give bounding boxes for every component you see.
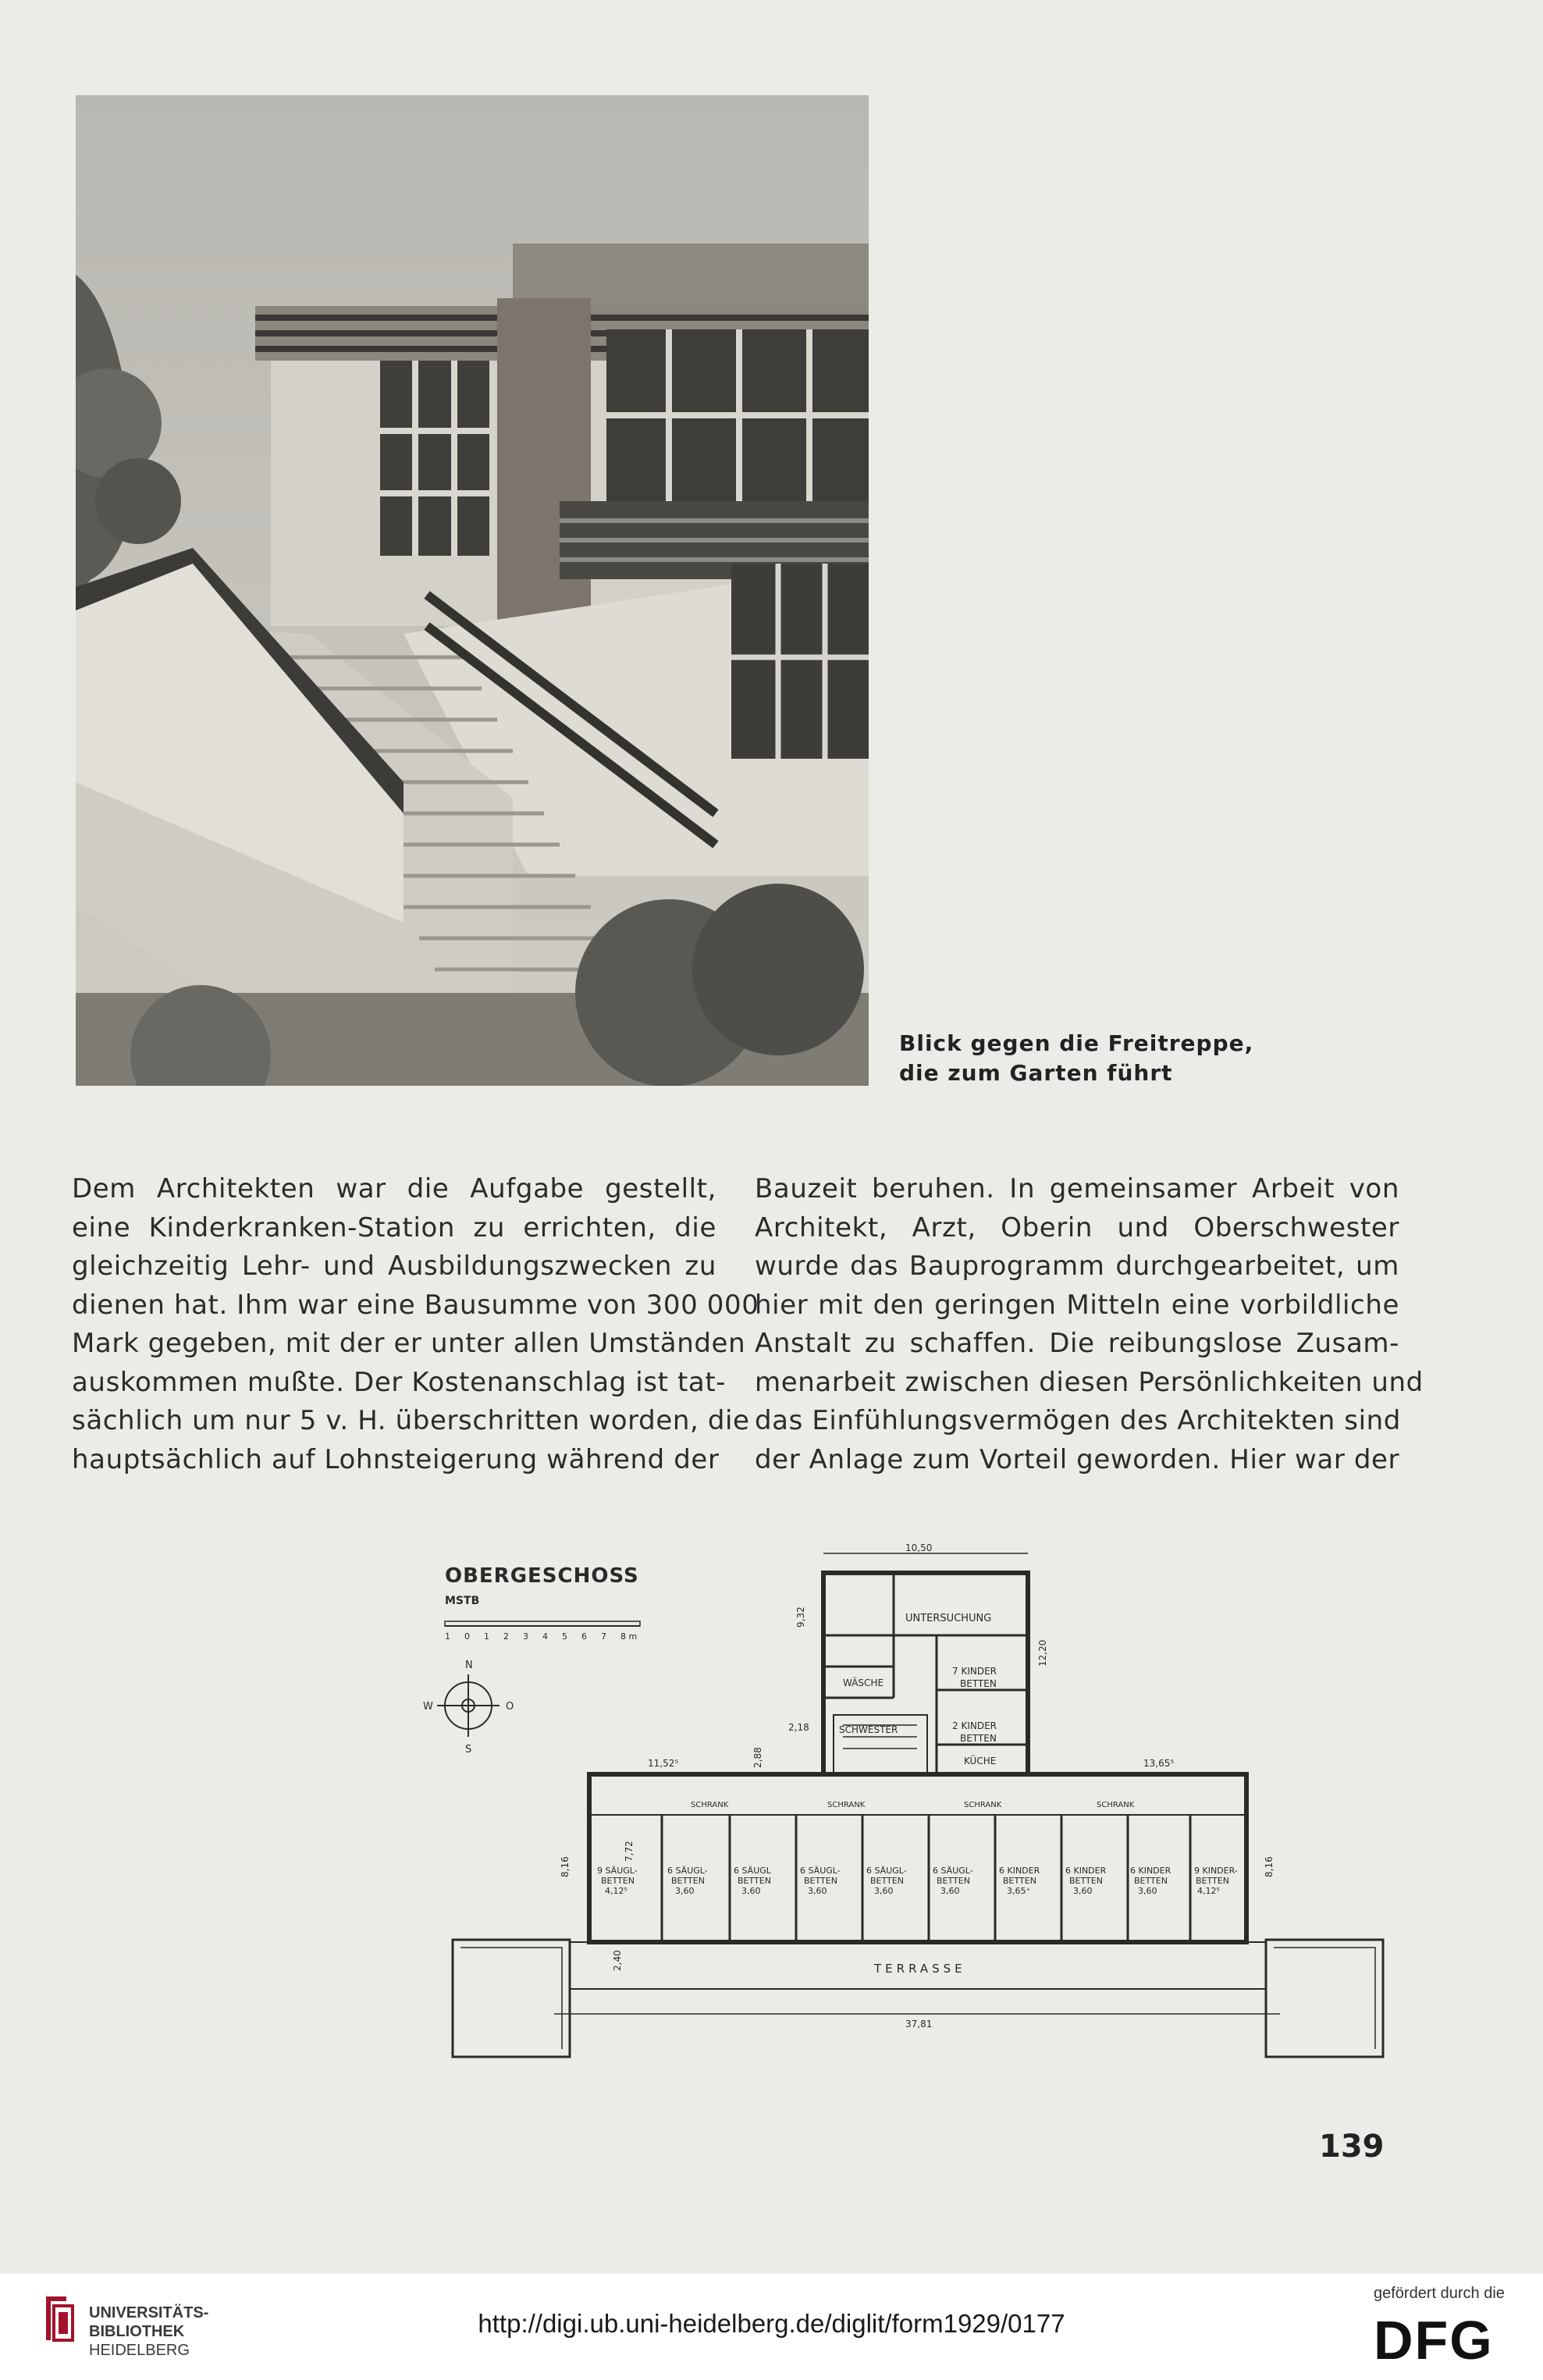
dimension-top: 10,50: [905, 1542, 933, 1553]
compass-south: S: [465, 1744, 472, 1756]
ward-label: BETTEN: [671, 1876, 705, 1886]
room-untersuchung: UNTERSUCHUNG: [905, 1613, 992, 1624]
scale-tick: 1: [445, 1631, 450, 1642]
text-line: wurde das Bauprogramm durchgearbeitet, um: [755, 1250, 1399, 1282]
text-column-right: [755, 1170, 1424, 1479]
ward-label: 4,12⁵: [1197, 1886, 1220, 1896]
plan-scale-label: MSTB: [445, 1595, 480, 1607]
page-number: 139: [1319, 2129, 1385, 2165]
text-line: Architekt, Arzt, Oberin und Oberschwester: [755, 1211, 1399, 1243]
library-name-line: HEIDELBERG: [89, 2342, 190, 2359]
photo-staircase: [76, 95, 869, 1086]
dimension-stair: 2,88: [752, 1747, 763, 1768]
text-line: Dem Architekten war die Aufgabe gestellt,: [72, 1173, 716, 1204]
scale-tick: 8 m: [620, 1631, 638, 1642]
ward-label: BETTEN: [870, 1876, 904, 1886]
ward-label: BETTEN: [937, 1876, 970, 1886]
photo-caption-line-2: die zum Garten führt: [899, 1060, 1173, 1086]
ward-label: 6 SÄUGL-: [933, 1866, 973, 1876]
text-line: menarbeit zwischen diesen Persönlichkeiten und: [755, 1366, 1424, 1398]
ward-label: BETTEN: [601, 1876, 635, 1886]
text-line: hier mit den geringen Mitteln eine vorbildliche: [755, 1289, 1399, 1321]
ward-label: 3,60: [874, 1886, 894, 1896]
ward-label: 6 SÄUGL-: [667, 1866, 708, 1876]
ward-label: BETTEN: [738, 1876, 771, 1886]
ward-label: 6 SÄUGL: [734, 1866, 771, 1876]
dimension-ward-left: 8,16: [560, 1856, 571, 1877]
ward-label: BETTEN: [804, 1876, 837, 1886]
scale-tick: 0: [464, 1631, 470, 1642]
dimension-ward-right: 8,16: [1264, 1856, 1275, 1877]
dimension-inner: 7,72: [624, 1841, 635, 1862]
compass-icon: [423, 1660, 514, 1756]
library-name-line: BIBLIOTHEK: [89, 2323, 185, 2340]
ward-label: 3,60: [675, 1886, 695, 1896]
text-line: das Einfühlungsvermögen des Architekten sind: [755, 1405, 1401, 1436]
room-terrasse: TERRASSE: [874, 1962, 966, 1976]
ward-label: 6 KINDER: [999, 1866, 1040, 1876]
dimension-small: 2,18: [788, 1722, 809, 1733]
room-waesche: WÄSCHE: [843, 1677, 884, 1688]
permalink[interactable]: http://digi.ub.uni-heidelberg.de/diglit/form1929/0177: [478, 2309, 1065, 2338]
scale-tick: 6: [581, 1631, 587, 1642]
plan-title: OBERGESCHOSS: [445, 1564, 639, 1588]
text-line: eine Kinderkranken-Station zu errichten, die: [72, 1211, 716, 1243]
ward-label: 6 KINDER: [1065, 1866, 1107, 1876]
dimension-total: 37,81: [905, 2019, 933, 2030]
text-line: Mark gegeben, mit der er unter allen Umständen: [72, 1328, 746, 1359]
ward-label: 3,60: [940, 1886, 960, 1896]
text-line: Anstalt zu schaffen. Die reibungslose Zusam-: [755, 1328, 1399, 1359]
library-name-line: UNIVERSITÄTS-: [89, 2304, 209, 2321]
text-line: der Anlage zum Vorteil geworden. Hier war der: [755, 1443, 1400, 1475]
text-line: sächlich um nur 5 v. H. überschritten worden, die: [72, 1405, 750, 1436]
ward-label: 3,60: [741, 1886, 761, 1896]
ward-label: BETTEN: [1196, 1876, 1229, 1886]
text-line: gleichzeitig Lehr- und Ausbildungszwecken zu: [72, 1250, 716, 1282]
ward-label: BETTEN: [1134, 1876, 1168, 1886]
ward-label: BETTEN: [1003, 1876, 1036, 1886]
dimension-left: 9,32: [795, 1606, 806, 1628]
compass-east: O: [506, 1701, 514, 1713]
scale-tick: 5: [562, 1631, 567, 1642]
text-column-left: [72, 1170, 759, 1479]
room-kueche: KÜCHE: [964, 1756, 997, 1766]
scale-tick: 2: [503, 1631, 509, 1642]
text-line: auskommen mußte. Der Kostenanschlag ist tat-: [72, 1366, 727, 1398]
room-kinder7-b: BETTEN: [960, 1678, 997, 1689]
ward-label: 6 SÄUGL-: [800, 1866, 841, 1876]
ward-label: 6 KINDER: [1130, 1866, 1171, 1876]
schrank-label: SCHRANK: [964, 1801, 1002, 1809]
scale-tick: 7: [601, 1631, 606, 1642]
schrank-label: SCHRANK: [1097, 1801, 1135, 1809]
dimension-right: 12,20: [1037, 1639, 1048, 1667]
ward-label: 3,60: [1138, 1886, 1157, 1896]
photo-caption-line-1: Blick gegen die Freitreppe,: [899, 1030, 1254, 1056]
scale-tick: 3: [523, 1631, 528, 1642]
floor-plan: [406, 1534, 1420, 2096]
room-kinder2-a: 2 KINDER: [952, 1720, 997, 1731]
dimension-right-wing: 13,65⁵: [1143, 1758, 1175, 1769]
compass-west: W: [423, 1701, 433, 1713]
ward-label: 3,60: [1073, 1886, 1093, 1896]
schrank-label: SCHRANK: [827, 1801, 866, 1809]
funding-label: gefördert durch die: [1374, 2285, 1505, 2302]
compass-north: N: [465, 1660, 473, 1671]
text-line: dienen hat. Ihm war eine Bausumme von 300 000: [72, 1289, 759, 1321]
schrank-label: SCHRANK: [691, 1801, 729, 1809]
ward-label: 9 KINDER-: [1194, 1866, 1238, 1876]
room-kinder2-b: BETTEN: [960, 1733, 997, 1744]
dimension-terrace: 2,40: [612, 1950, 623, 1971]
dfg-logo: DFG: [1374, 2310, 1494, 2371]
dimension-left-wing: 11,52⁵: [648, 1758, 679, 1769]
ward-label: 4,12⁵: [605, 1886, 628, 1896]
room-kinder7-a: 7 KINDER: [952, 1666, 997, 1677]
ward-label: 3,60: [808, 1886, 827, 1896]
text-line: hauptsächlich auf Lohnsteigerung während der: [72, 1443, 720, 1475]
scale-tick: 1: [484, 1631, 489, 1642]
room-schwester: SCHWESTER: [839, 1724, 898, 1735]
ward-label: BETTEN: [1069, 1876, 1103, 1886]
ward-label: 3,65⁺: [1007, 1886, 1031, 1896]
ward-label: 9 SÄUGL-: [597, 1866, 638, 1876]
text-line: Bauzeit beruhen. In gemeinsamer Arbeit von: [755, 1173, 1399, 1204]
scale-tick: 4: [542, 1631, 548, 1642]
ward-label: 6 SÄUGL-: [866, 1866, 907, 1876]
scale-bar: [445, 1621, 640, 1642]
